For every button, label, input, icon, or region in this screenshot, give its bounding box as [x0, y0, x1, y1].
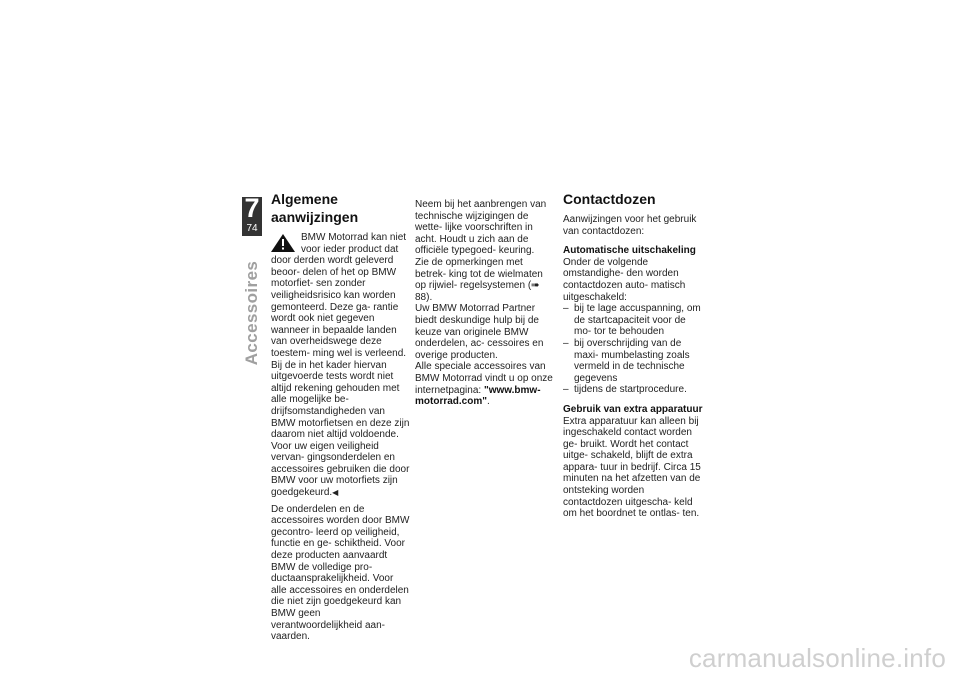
section-title-sockets: Contactdozen — [563, 191, 656, 207]
sockets-intro: Aanwijzingen voor het gebruik van contactdozen: — [563, 214, 697, 237]
website-link[interactable]: "www.bmw-motorrad.com" — [415, 384, 541, 408]
general-paragraph-1: BMW Motorrad kan niet voor ieder product dat door derden wordt geleverd beoor- delen of het op BMW motorfiet- sen zonder veiligheidsrisico kan worden gemonteerd. Deze ga- rantie wordt ook niet gegeven wanneer in bepaalde landen van overheidswege deze toestem- ming wel is verleend. Bij de in het kader hiervan uitgevoerde tests wordt niet altijd rekening gehouden met alle mogelijke be- drijfsomstandigheden van BMW motorfietsen en deze zijn daarom niet altijd voldoende. — [271, 232, 410, 441]
chapter-number: 7 — [244, 193, 260, 223]
chapter-side-title: Accessoires — [242, 260, 261, 366]
column-3 — [563, 190, 703, 520]
subsection-title-extra-equipment: Gebruik van extra apparatuur — [563, 403, 703, 415]
column-1 — [271, 190, 411, 643]
general-paragraph-3: De onderdelen en de accessoires worden door BMW gecontro- leerd op veiligheid, functie en ge- schiktheid. Voor deze producten aanvaardt BMW de volledige pro- ductaansprakelijkheid. Voor alle accessoires en onderdelen die niet zijn goedgekeurd kan BMW geen verantwoordelijkheid aan- vaarden. — [271, 503, 410, 643]
page-reference[interactable]: 88). — [415, 291, 433, 303]
extra-equipment-text: Extra apparatuur kan alleen bij ingeschakeld contact worden ge- bruikt. Wordt het contact uitge- schakeld, blijft de extra appara- tuur in bedrijf. Circa 15 minuten na het afzetten van de ontsteking worden contactdozen uitgescha- keld om het boordnet te ontlas- ten. — [563, 415, 701, 520]
general-paragraph-4: Neem bij het aanbrengen van technische wijzigingen de wette- lijke voorschriften in acht. Houdt u zich aan de officiële typegoed- keuring. — [415, 199, 547, 257]
column-2 — [415, 199, 555, 408]
general-paragraph-5: Zie de opmerkingen met betrek- king tot de wielmaten op rijwiel- regelsystemen (➠ 88). — [415, 256, 543, 303]
warning-triangle-icon — [271, 234, 295, 252]
list-item: – tijdens de startprocedure. — [563, 384, 703, 396]
page-number: 74 — [246, 223, 258, 234]
general-paragraph-7: Alle speciale accessoires van BMW Motorrad vindt u op onze internetpagina: "www.bmw-motorrad.com". — [415, 361, 553, 408]
general-paragraph-2: Voor uw eigen veiligheid vervan- gingsonderdelen en accessoires gebruiken die door BMW voor uw motorfiets zijn goedgekeurd.◀ — [271, 440, 410, 499]
watermark: carmanualsonline.info — [688, 643, 946, 673]
list-item: – bij te lage accuspanning, om de startcapaciteit voor de mo- tor te behouden — [563, 303, 703, 338]
section-title-general: Algemene aanwijzingen — [271, 191, 359, 225]
subsection-title-automatic-shutoff: Automatische uitschakeling — [563, 245, 696, 257]
general-paragraph-6: Uw BMW Motorrad Partner biedt deskundige hulp bij de keuze van originele BMW onderdelen, ac- cessoires en overige producten. — [415, 303, 544, 361]
page-reference-arrow-icon: ➠ — [531, 280, 540, 292]
automatic-shutoff-text: Onder de volgende omstandighe- den worden contactdozen auto- matisch uitgeschakeld: — [563, 256, 686, 303]
automatic-shutoff-list — [563, 303, 703, 396]
end-mark-icon: ◀ — [332, 488, 339, 498]
list-item: – bij overschrijding van de maxi- mumbelasting zoals vermeld in de technische gegevens — [563, 338, 703, 384]
